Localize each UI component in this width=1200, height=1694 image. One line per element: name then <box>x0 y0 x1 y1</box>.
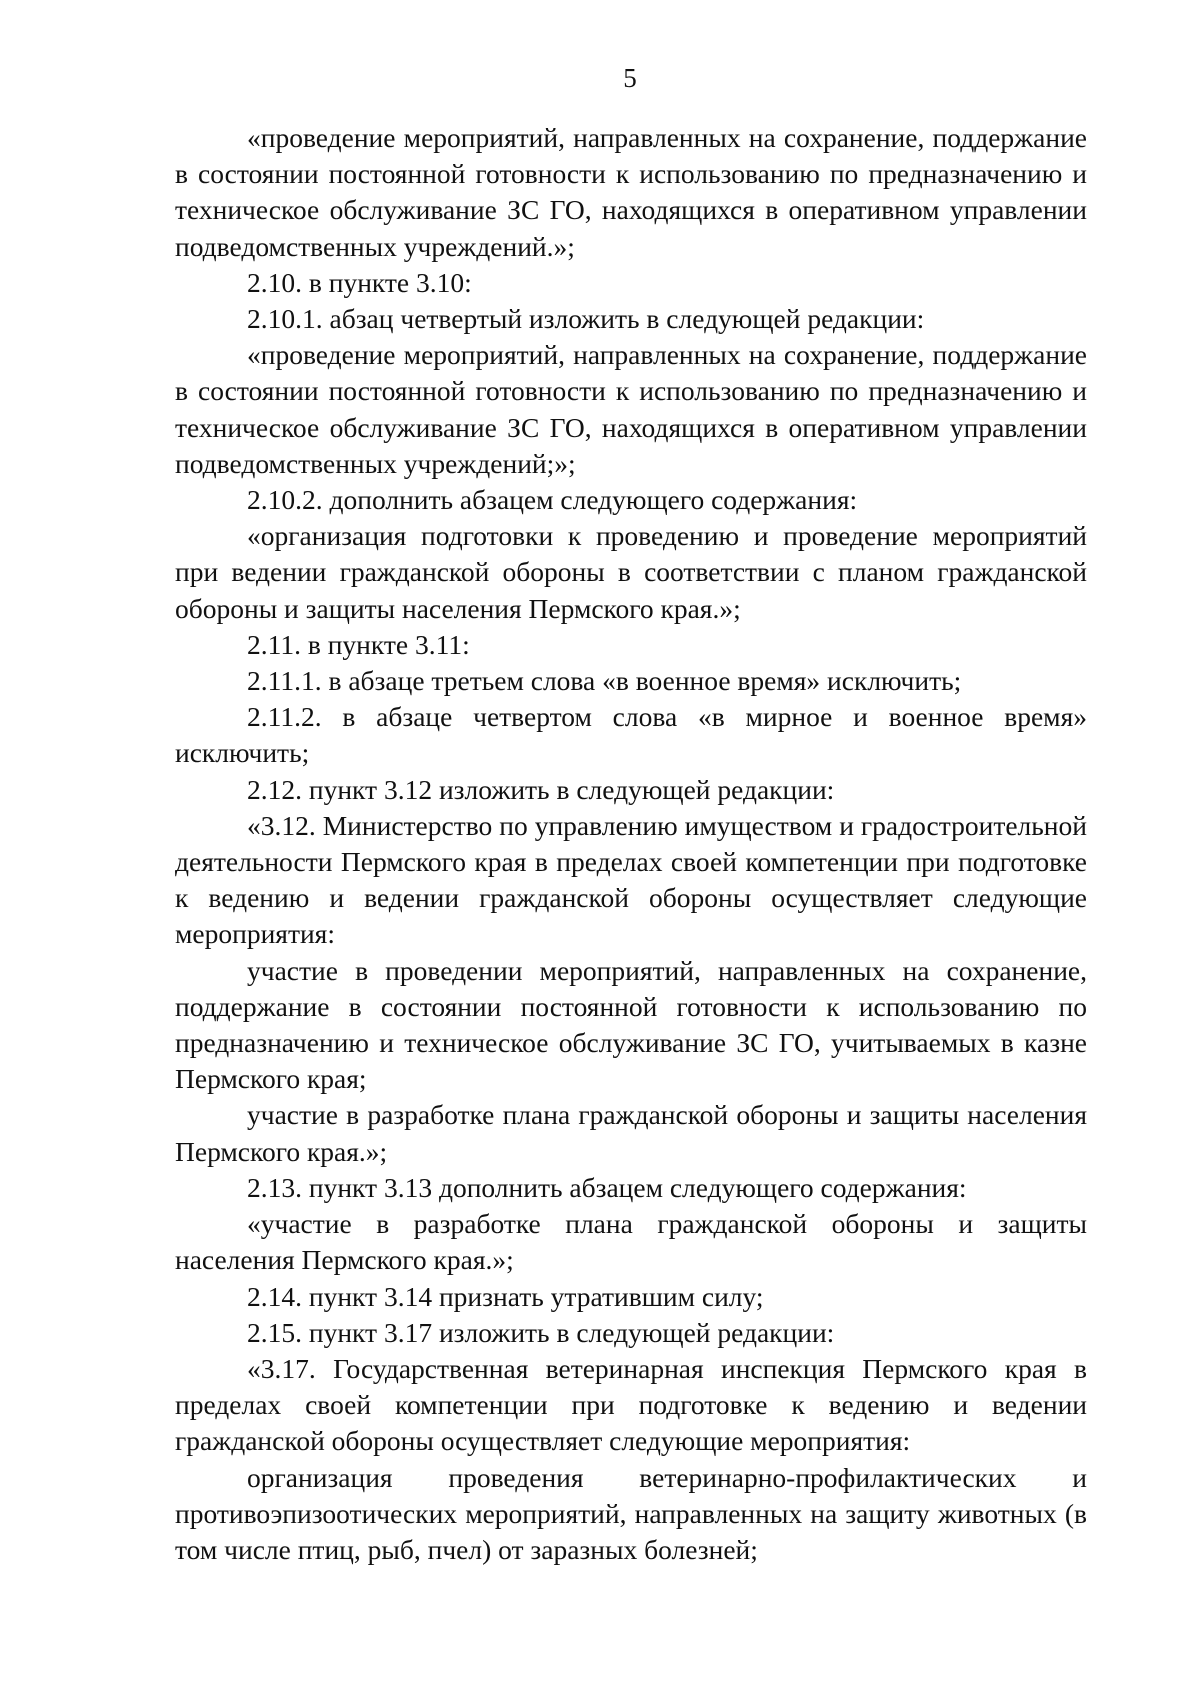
paragraph: «3.12. Министерство по управлению имуществом и градостроительной деятельности Пермского края в пределах своей компетенции при подготовке к ведению и ведении гражданской обороны осуществляет следующие мероприятия: <box>175 809 1087 950</box>
document-body <box>175 120 1087 1568</box>
paragraph: 2.15. пункт 3.17 изложить в следующей редакции: <box>247 1316 835 1348</box>
paragraph: 2.12. пункт 3.12 изложить в следующей редакции: <box>247 773 835 805</box>
paragraph: «проведение мероприятий, направленных на сохранение, поддержание в состоянии постоянной готовности к использованию по предназначению и техническое обслуживание ЗС ГО, находящихся в оперативном управлении подведомственных учреждений.»; <box>175 122 1087 262</box>
page-number: 5 <box>623 63 637 93</box>
paragraph: 2.11. в пункте 3.11: <box>247 628 470 660</box>
paragraph: 2.10.2. дополнить абзацем следующего содержания: <box>247 484 858 516</box>
paragraph: участие в разработке плана гражданской обороны и защиты населения Пермского края.»; <box>175 1099 1087 1167</box>
paragraph: 2.14. пункт 3.14 признать утратившим силу; <box>247 1280 764 1312</box>
paragraph: участие в проведении мероприятий, направленных на сохранение, поддержание в состоянии постоянной готовности к использованию по предназначению и техническое обслуживание ЗС ГО, учитываемых в казне Пермского края; <box>175 954 1087 1095</box>
paragraph: 2.10. в пункте 3.10: <box>247 266 472 298</box>
paragraph: 2.11.1. в абзаце третьем слова «в военное время» исключить; <box>247 665 962 697</box>
paragraph: организация проведения ветеринарно-профилактических и противоэпизоотических мероприятий, направленных на защиту животных (в том числе птиц, рыб, пчел) от заразных болезней; <box>175 1461 1087 1565</box>
paragraph: «организация подготовки к проведению и проведение мероприятий при ведении гражданской обороны в соответствии с планом гражданской обороны и защиты населения Пермского края.»; <box>175 520 1087 624</box>
paragraph: 2.11.2. в абзаце четвертом слова «в мирное и военное время» исключить; <box>175 701 1087 769</box>
paragraph: «проведение мероприятий, направленных на сохранение, поддержание в состоянии постоянной готовности к использованию по предназначению и техническое обслуживание ЗС ГО, находящихся в оперативном управлении подведомственных учреждений;»; <box>175 339 1087 479</box>
paragraph: 2.13. пункт 3.13 дополнить абзацем следующего содержания: <box>247 1171 967 1203</box>
paragraph: «участие в разработке плана гражданской обороны и защиты населения Пермского края.»; <box>175 1208 1087 1276</box>
paragraph: «3.17. Государственная ветеринарная инспекция Пермского края в пределах своей компетенции при подготовке к ведению и ведении гражданской обороны осуществляет следующие мероприятия: <box>175 1352 1087 1457</box>
paragraph: 2.10.1. абзац четвертый изложить в следующей редакции: <box>247 303 925 335</box>
